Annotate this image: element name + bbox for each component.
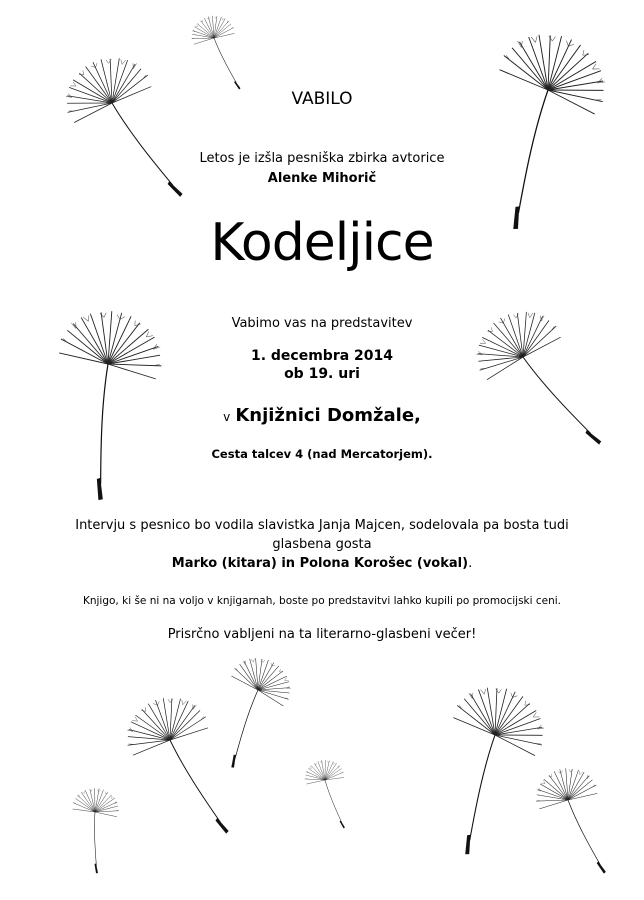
- invitation-title: VABILO: [291, 89, 353, 109]
- guests-period: .: [468, 556, 473, 571]
- closing-line: Prisrčno vabljeni na ta literarno-glasbeni večer!: [167, 627, 477, 642]
- seed-top-small: [187, 11, 250, 98]
- interview-line-2: glasbena gosta: [272, 537, 372, 552]
- venue-address: Cesta talcev 4 (nad Mercatorjem).: [211, 447, 433, 461]
- interview-line-1: Intervju s pesnico bo vodila slavistka Janja Majcen, sodelovala pa bosta tudi: [75, 518, 569, 533]
- event-time: ob 19. uri: [284, 366, 360, 382]
- author-name: Alenke Mihorič: [267, 171, 377, 186]
- seed-bottom-mid: [191, 647, 301, 775]
- seed-bottom-right: [402, 672, 558, 864]
- guests-names: Marko (kitara) in Polona Korošec (vokal): [171, 556, 469, 571]
- event-date: 1. decembra 2014: [250, 348, 394, 364]
- seed-bottom-tiny: [302, 757, 353, 834]
- seed-bottom-left: [116, 686, 245, 855]
- book-note: Knjigo, ki še ni na voljo v knjigarnah, boste po predstavitvi lahko kupili po promocijski ceni.: [82, 595, 562, 607]
- venue-line: [0, 405, 644, 426]
- seed-top-left: [53, 43, 200, 224]
- guests-line: [0, 556, 644, 571]
- seed-top-right: [439, 16, 621, 240]
- seed-bottom-right-small: [530, 761, 619, 886]
- venue-name: Knjižnici Domžale,: [235, 405, 421, 426]
- invite-line: Vabimo vas na predstavitev: [231, 316, 413, 331]
- seed-bottom-small-left: [61, 784, 122, 875]
- venue-prefix: v: [223, 410, 231, 424]
- book-title: Kodeljice: [210, 213, 434, 273]
- intro-line: Letos je izšla pesniška zbirka avtorice: [199, 151, 445, 166]
